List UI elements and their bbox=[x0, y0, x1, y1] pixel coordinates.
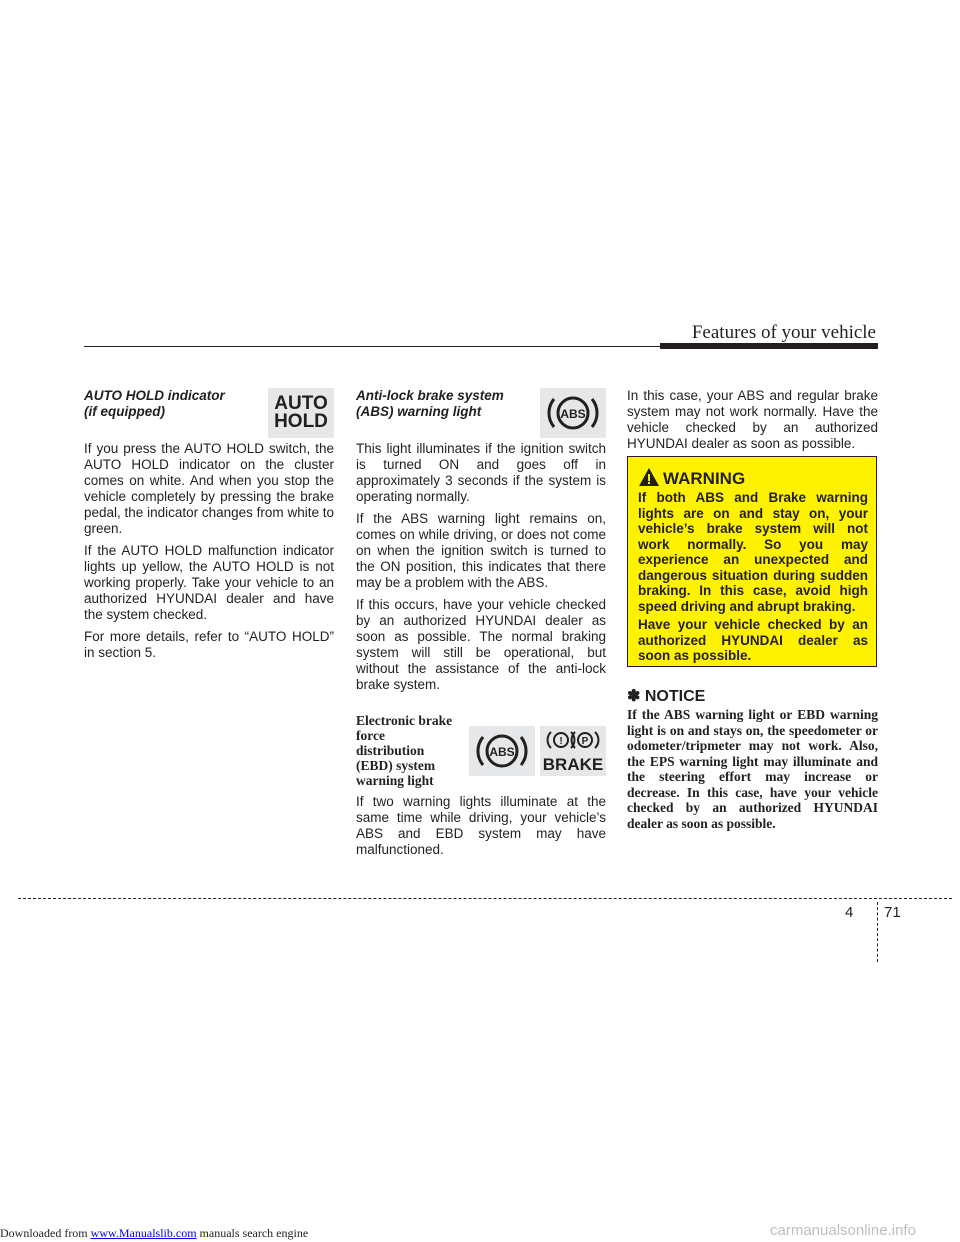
intro-section bbox=[627, 388, 878, 458]
chapter-number: 4 bbox=[845, 904, 854, 921]
auto-hold-icon bbox=[268, 388, 334, 438]
brake-warning-icon bbox=[540, 726, 606, 776]
abs-section bbox=[356, 388, 606, 864]
download-footer bbox=[0, 1226, 308, 1241]
notice-body: If the ABS warning light or EBD warning light is on and stays on, the speedometer or odometer/tripmeter may not work. Also, the EPS warning light may illuminate and the steering effort may increase or decrease. In this case, have your vehicle checked by an authorized HYUNDAI dealer as soon as possible. bbox=[627, 707, 878, 831]
heading-line: Anti-lock brake system bbox=[356, 388, 504, 403]
page-divider bbox=[18, 898, 952, 899]
paragraph: If two warning lights illuminate at the same time while driving, your vehicle’s ABS and EBD system may have malfunctioned. bbox=[356, 794, 606, 857]
heading-line: (if equipped) bbox=[84, 404, 165, 419]
svg-text:ABS: ABS bbox=[560, 407, 586, 421]
abs-icon bbox=[475, 729, 529, 773]
abs-heading bbox=[356, 388, 526, 420]
heading-line: AUTO HOLD indicator bbox=[84, 388, 225, 403]
svg-text:ABS: ABS bbox=[489, 745, 515, 759]
section-title: Features of your vehicle bbox=[691, 322, 876, 343]
paragraph: If the AUTO HOLD malfunction indicator lights up yellow, the AUTO HOLD is not working properly. Take your vehicle to an authorized HYUNDAI dealer and have the system checked. bbox=[84, 543, 334, 622]
svg-text:BRAKE: BRAKE bbox=[542, 755, 604, 774]
warning-title: WARNING bbox=[663, 469, 746, 488]
icon-text: HOLD bbox=[274, 411, 328, 432]
page-number: 71 bbox=[884, 904, 901, 921]
brake-icon bbox=[542, 728, 604, 774]
footer-text: Downloaded from bbox=[0, 1226, 91, 1240]
manualslib-link[interactable]: www.Manualslib.com bbox=[90, 1226, 197, 1240]
paragraph: If the ABS warning light remains on, comes on while driving, or does not come on when the ignition switch is turned to the ON position, this indicates that there may be a problem with the ABS. bbox=[356, 511, 606, 590]
warning-line: If both ABS and Brake warning lights are on and stay on, your vehicle’s brake system will not work normally. So you may experience an unexpected and dangerous situation during sudden braking. In this case, avoid high speed driving and abrupt braking. bbox=[638, 490, 868, 614]
auto-hold-heading bbox=[84, 388, 254, 420]
page-divider-vertical bbox=[877, 902, 878, 962]
warning-line: Have your vehicle checked by an authorized HYUNDAI dealer as soon as possible. bbox=[638, 617, 868, 663]
notice-title: ✽ NOTICE bbox=[627, 688, 706, 705]
paragraph: This light illuminates if the ignition switch is turned ON and goes off in approximately 3 seconds if the system is operating normally. bbox=[356, 441, 606, 504]
heading-line: warning light bbox=[356, 773, 434, 788]
header-bar bbox=[660, 343, 878, 349]
heading-line: (ABS) warning light bbox=[356, 404, 482, 419]
watermark: carmanualsonline.info bbox=[770, 1222, 916, 1239]
abs-warning-icon bbox=[540, 388, 606, 438]
warning-text bbox=[638, 490, 868, 667]
warning-box bbox=[627, 456, 877, 667]
heading-line: Electronic brake bbox=[356, 713, 453, 728]
svg-text:P: P bbox=[581, 736, 589, 747]
ebd-heading bbox=[356, 713, 456, 788]
paragraph: For more details, refer to “AUTO HOLD” in section 5. bbox=[84, 629, 334, 660]
icon-text: AUTO bbox=[274, 393, 328, 414]
svg-text:!: ! bbox=[559, 736, 563, 747]
paragraph: If you press the AUTO HOLD switch, the AUTO HOLD indicator on the cluster comes on white. And when you stop the vehicle completely by pressing the brake pedal, the indicator changes from white to green. bbox=[84, 441, 334, 536]
heading-line: (EBD) system bbox=[356, 758, 436, 773]
footer-text: manuals search engine bbox=[196, 1226, 309, 1240]
paragraph: If this occurs, have your vehicle checked by an authorized HYUNDAI dealer as soon as possible. The normal braking system will still be operational, but without the assistance of the anti-lock brake system. bbox=[356, 597, 606, 692]
abs-icon bbox=[546, 391, 600, 435]
heading-line: force distribution bbox=[356, 728, 425, 758]
warning-triangle-icon bbox=[638, 467, 660, 487]
ebd-abs-icon bbox=[469, 726, 535, 776]
paragraph: In this case, your ABS and regular brake system may not work normally. Have the vehicle checked by an authorized HYUNDAI dealer as soon as possible. bbox=[627, 388, 878, 451]
